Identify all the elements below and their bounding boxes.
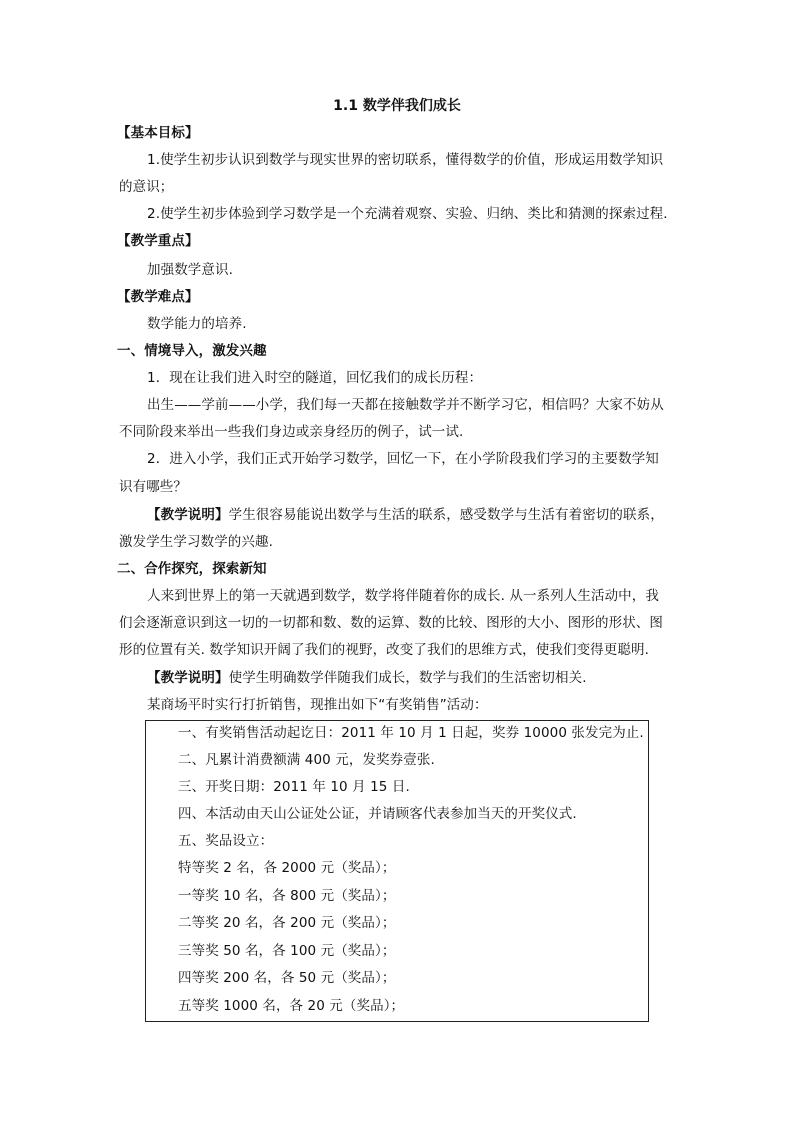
notice-line-5: 五、奖品设立： [178,833,274,849]
page-title: 1.1 数学伴我们成长 [333,98,461,114]
objective-1-line-1: 1.使学生初步认识到数学与现实世界的密切联系，懂得数学的价值，形成运用数学知识 [147,152,664,168]
section-1-teaching-note-line-2: 激发学生学习数学的兴趣. [119,534,273,550]
section-2-paragraph-line-1: 人来到世界上的第一天就遇到数学，数学将伴随着你的成长. 从一系列人生活动中，我 [147,588,659,604]
prize-item: 五等奖 1000 名，各 20 元（奖品）； [178,998,405,1014]
notice-line-4: 四、本活动由天山公证处公证，并请顾客代表参加当天的开奖仪式. [178,806,577,822]
difficulty-heading: 【教学难点】 [117,289,199,305]
teaching-note-text: 学生很容易能说出数学与生活的联系，感受数学与生活有着密切的联系， [228,507,664,523]
teaching-note-text: 使学生明确数学伴随我们成长，数学与我们的生活密切相关. [228,670,587,686]
section-2-paragraph-line-3: 形的位置有关. 数学知识开阔了我们的视野，改变了我们的思维方式，使我们变得更聪明. [119,642,649,658]
prize-item: 特等奖 2 名，各 2000 元（奖品）； [178,860,396,876]
notice-line-3: 三、开奖日期：2011 年 10 月 15 日. [178,779,410,795]
objectives-heading: 【基本目标】 [117,125,199,141]
section-2-heading: 二、合作探究，探索新知 [117,561,267,577]
promotion-intro: 某商场平时实行打折销售，现推出如下“有奖销售”活动： [147,697,488,713]
objective-1-line-2: 的意识； [119,179,174,195]
objective-2: 2.使学生初步体验到学习数学是一个充满着观察、实验、归纳、类比和猜测的探索过程. [147,206,668,222]
section-2-paragraph-line-2: 们会逐渐意识到这一切的一切都和数、数的运算、数的比较、图形的大小、图形的形状、图 [119,615,663,631]
section-1-paragraph-3-line-1: 2．进入小学，我们正式开始学习数学，回忆一下，在小学阶段我们学习的主要数学知 [147,451,659,467]
section-1-heading: 一、情境导入，激发兴趣 [117,343,267,359]
prize-item: 四等奖 200 名，各 50 元（奖品）； [178,970,396,986]
section-2-teaching-note [147,670,587,686]
prize-item: 二等奖 20 名，各 200 元（奖品）； [178,915,396,931]
key-point-heading: 【教学重点】 [117,233,199,249]
prize-item: 一等奖 10 名，各 800 元（奖品）； [178,888,396,904]
section-1-paragraph-1: 1．现在让我们进入时空的隧道，回忆我们的成长历程： [147,370,483,386]
teaching-note-label: 【教学说明】 [147,670,229,686]
difficulty-text: 数学能力的培养. [147,316,247,332]
section-1-paragraph-3-line-2: 识有哪些？ [119,479,187,495]
notice-line-1: 一、有奖销售活动起讫日：2011 年 10 月 1 日起，奖券 10000 张发完为止. [178,725,644,741]
notice-line-2: 二、凡累计消费额满 400 元，发奖券壹张. [178,752,435,768]
section-1-paragraph-2-line-2: 不同阶段来举出一些我们身边或亲身经历的例子，试一试. [119,424,464,440]
teaching-note-label: 【教学说明】 [147,507,229,523]
section-1-teaching-note [147,507,664,523]
prize-item: 三等奖 50 名，各 100 元（奖品）； [178,943,396,959]
section-1-paragraph-2-line-1: 出生——学前——小学，我们每一天都在接触数学并不断学习它，相信吗？大家不妨从 [147,397,664,413]
key-point-text: 加强数学意识. [147,262,233,278]
